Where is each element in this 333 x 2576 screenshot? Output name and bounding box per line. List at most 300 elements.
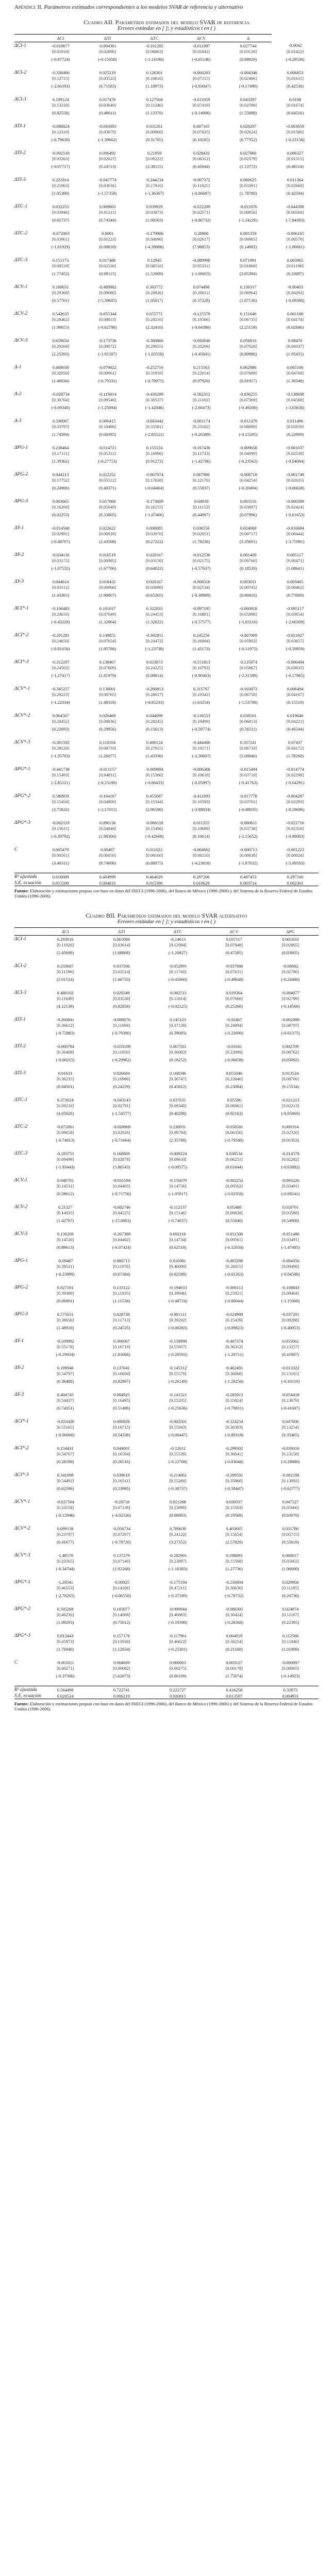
- row-label-blank: [14, 1330, 37, 1337]
- se-cell: [37, 330, 84, 337]
- table-row: [14, 82, 319, 89]
- coef-cell: (-3.75991): [286, 538, 305, 544]
- table-row: [14, 745, 319, 752]
- se-cell: [0.02799]: [281, 996, 299, 1001]
- se-cell: [0.11246]: [146, 103, 163, 108]
- coef-cell: (1.06000): [281, 1566, 299, 1571]
- row-label: S.E. ecuación: [14, 1693, 41, 1699]
- row-label: [14, 163, 37, 169]
- se-cell: [206, 1250, 262, 1257]
- row-label-blank: [14, 504, 37, 511]
- coef-cell: (0.31705): [145, 137, 163, 142]
- table-row: [14, 149, 319, 156]
- se-cell: [0.16719]: [113, 1344, 130, 1349]
- row-label-blank: [14, 651, 37, 658]
- table-row: [14, 1056, 319, 1062]
- coef-cell: (0.28012): [56, 1191, 74, 1196]
- se-cell: [0.03491]: [281, 1183, 299, 1189]
- coef-cell: (0.18252): [169, 1057, 187, 1062]
- se-cell: [178, 651, 225, 658]
- coef-cell: -0.060818: [239, 605, 257, 611]
- se-cell: [0.30537]: [145, 397, 163, 402]
- se-cell: [93, 1330, 149, 1337]
- coef-cell: (1.95435): [286, 351, 304, 357]
- coef-cell: (-0.72883): [56, 1030, 75, 1036]
- coef-cell: (0.15613): [145, 726, 163, 732]
- coef-cell: 0.002709: [282, 1043, 299, 1049]
- row-label-blank: [14, 812, 37, 819]
- se-cell: [272, 598, 319, 605]
- coef-cell: -0.104167: [98, 793, 116, 799]
- table-row: [14, 1659, 319, 1665]
- coef-cell: (-0.95233): [145, 699, 164, 705]
- coef-cell: -0.014568: [52, 525, 70, 531]
- se-cell: [0.23558]: [56, 1505, 74, 1510]
- se-cell: [0.03961]: [52, 236, 70, 242]
- row-label-blank: [14, 1250, 37, 1257]
- table-row: [14, 989, 319, 995]
- coef-cell: (1.05309): [52, 190, 70, 196]
- coef-cell: (0.88929): [239, 56, 257, 62]
- coef-cell: (0.97920): [192, 378, 210, 383]
- se-cell: [0.00566]: [286, 210, 304, 215]
- coef-cell: (1.43336): [145, 753, 163, 758]
- se-cell: [37, 651, 84, 658]
- coef-cell: (-0.00044): [225, 1298, 244, 1303]
- coef-cell: 0.017486: [99, 257, 116, 263]
- row-label: [14, 1512, 37, 1518]
- row-label-blank: [14, 1036, 37, 1043]
- se-cell: [0.11978]: [113, 1264, 130, 1269]
- se-cell: [225, 115, 272, 123]
- row-label-blank: [14, 1089, 37, 1096]
- se-cell: [131, 330, 178, 337]
- coef-cell: 0.0108: [289, 96, 302, 102]
- coef-cell: (0.54908): [281, 1217, 299, 1223]
- coef-cell: 0.655771: [146, 311, 163, 316]
- se-cell: [0.05049]: [98, 504, 116, 510]
- table-row: [14, 169, 319, 176]
- row-label-blank: [14, 316, 37, 324]
- coef-cell: (1.52009): [145, 270, 163, 276]
- se-cell: [0.09072]: [98, 344, 116, 349]
- row-label: [14, 109, 37, 115]
- coef-cell: (0.55837): [192, 485, 210, 490]
- table-row: [14, 1571, 319, 1579]
- table-row: [14, 190, 319, 196]
- table-row: [14, 1552, 319, 1558]
- coef-cell: -0.072061: [56, 1124, 74, 1129]
- coef-cell: (0.27222): [145, 538, 163, 544]
- coef-cell: 0.373024: [57, 1097, 74, 1103]
- row-label: ΔTI-2: [14, 150, 26, 156]
- coef-cell: 0.233687: [57, 963, 74, 969]
- appendix-title: Parámetros estimados correspondientes a los modelos SVAR de referencia y alternativo: [44, 4, 243, 10]
- coef-cell: 0.019364: [226, 990, 243, 995]
- se-cell: [149, 982, 206, 989]
- se-cell: [93, 1062, 149, 1070]
- coef-cell: (-4.23818): [192, 860, 211, 866]
- se-cell: [37, 955, 93, 962]
- se-cell: [149, 1491, 206, 1498]
- se-cell: [0.26015]: [225, 1264, 243, 1269]
- se-cell: [0.39202]: [169, 1317, 187, 1323]
- se-cell: [178, 276, 225, 283]
- coef-cell: (0.65265): [145, 592, 163, 598]
- se-cell: [131, 839, 178, 846]
- table-row: [14, 1525, 319, 1531]
- coef-cell: (0.33097): [286, 270, 304, 276]
- coef-cell: 0.022252: [99, 471, 116, 477]
- se-cell: [225, 62, 272, 69]
- coef-cell: (1.13376): [145, 110, 163, 115]
- coef-cell: 0.015396: [131, 879, 178, 886]
- se-cell: [206, 1062, 262, 1070]
- coef-cell: 0.813443: [57, 1633, 74, 1638]
- se-cell: [84, 812, 131, 819]
- coef-cell: 0.404745: [57, 1392, 74, 1397]
- coef-cell: -0.441738: [52, 766, 70, 772]
- se-cell: [84, 705, 131, 712]
- se-cell: [0.03614]: [113, 942, 130, 947]
- se-cell: [84, 303, 131, 310]
- coef-cell: -0.002518: [52, 150, 70, 156]
- coef-cell: 0.05488: [227, 1204, 241, 1210]
- se-cell: [0.02617]: [192, 236, 210, 242]
- coef-cell: 0.028738: [113, 1311, 130, 1317]
- coef-cell: 0.133122: [113, 1284, 130, 1290]
- coef-cell: (-0.95860): [281, 1110, 300, 1116]
- row-label: ΔPG-3: [14, 498, 28, 504]
- se-cell: [93, 1679, 149, 1686]
- se-cell: [0.04525]: [113, 1210, 130, 1215]
- table-row: [14, 297, 319, 303]
- se-cell: [93, 1143, 149, 1150]
- se-cell: [225, 383, 272, 391]
- se-cell: [0.11046]: [281, 1639, 299, 1644]
- coef-cell: 0.013507: [206, 1692, 262, 1699]
- se-cell: [0.07419]: [192, 103, 210, 108]
- coef-cell: -0.006494: [286, 659, 304, 665]
- row-label: ΔCV*-1: [14, 686, 30, 691]
- se-cell: [272, 142, 319, 149]
- se-cell: [0.02320]: [281, 1130, 299, 1135]
- se-cell: [0.23897]: [169, 1558, 187, 1564]
- se-cell: [0.01910]: [52, 49, 70, 54]
- se-cell: [272, 330, 319, 337]
- coef-cell: (-1.03116): [239, 619, 258, 624]
- coef-cell: 0.221814: [52, 177, 69, 182]
- se-cell: [84, 651, 131, 658]
- se-cell: [0.05903]: [239, 638, 257, 643]
- se-cell: [206, 1357, 262, 1364]
- table-row: [14, 1692, 319, 1699]
- se-cell: [149, 1518, 206, 1525]
- se-cell: [0.03738]: [239, 826, 257, 831]
- se-cell: [0.01315]: [286, 156, 304, 161]
- coef-cell: -0.050581: [225, 1124, 243, 1129]
- coef-cell: 0.130208: [57, 1231, 74, 1236]
- se-cell: [149, 1652, 206, 1659]
- se-cell: [0.00985]: [98, 558, 116, 563]
- se-cell: [0.07631]: [225, 969, 243, 974]
- se-cell: [0.55943]: [169, 1425, 187, 1430]
- table-row: [14, 303, 319, 310]
- se-cell: [0.39389]: [56, 1291, 74, 1296]
- row-label-blank: [14, 544, 37, 551]
- coef-cell: 0.031786: [282, 1526, 299, 1531]
- se-cell: [37, 1223, 93, 1230]
- se-cell: [0.03079]: [98, 129, 116, 134]
- coef-cell: -0.103873: [239, 686, 257, 691]
- table-row: [14, 766, 319, 772]
- coef-cell: (-7.84393): [286, 217, 305, 223]
- se-cell: [84, 839, 131, 846]
- row-label-blank: [14, 1411, 37, 1418]
- se-cell: [0.12310]: [52, 129, 70, 134]
- column-header: ΔCV: [206, 928, 262, 936]
- se-cell: [272, 62, 319, 69]
- se-cell: [37, 142, 84, 149]
- se-cell: [272, 437, 319, 444]
- table-row: [14, 605, 319, 611]
- table-row: [14, 276, 319, 283]
- se-cell: [149, 1679, 206, 1686]
- coef-cell: (-0.97724): [51, 56, 70, 62]
- coef-cell: -0.062119: [52, 820, 70, 825]
- coef-cell: -0.101205: [145, 43, 163, 48]
- se-cell: [37, 1036, 93, 1043]
- row-label-blank: [14, 1612, 37, 1619]
- se-cell: [0.35824]: [225, 1398, 243, 1403]
- coef-cell: 0.337241: [240, 739, 257, 745]
- row-label: [14, 565, 37, 571]
- se-cell: [262, 1518, 319, 1525]
- se-cell: [0.02896]: [98, 49, 116, 54]
- se-cell: [0.00160]: [145, 853, 163, 858]
- se-cell: [93, 1491, 149, 1498]
- coef-cell: 0.101017: [99, 605, 116, 611]
- coef-cell: -0.138698: [286, 391, 304, 397]
- se-cell: [131, 89, 178, 96]
- coef-cell: 0.230931: [170, 1124, 186, 1129]
- row-label: [14, 1083, 37, 1089]
- se-cell: [272, 357, 319, 364]
- se-cell: [262, 1277, 319, 1284]
- se-cell: [37, 1411, 93, 1418]
- coef-cell: -0.051486: [281, 1231, 299, 1236]
- row-label: [14, 1244, 37, 1250]
- se-cell: [149, 1143, 206, 1150]
- coef-cell: (-2.85121): [51, 779, 70, 785]
- row-label-blank: [14, 1236, 37, 1244]
- se-cell: [0.07138]: [113, 1505, 130, 1510]
- table-row: [14, 879, 319, 886]
- table-row: [14, 1003, 319, 1009]
- coef-cell: 0.038534: [226, 1150, 243, 1156]
- coef-cell: -0.097195: [192, 605, 210, 611]
- se-cell: [178, 839, 225, 846]
- se-cell: [262, 1303, 319, 1311]
- se-cell: [131, 196, 178, 203]
- coef-cell: (-0.86732): [192, 217, 211, 223]
- row-label: [14, 1110, 37, 1116]
- coef-cell: (0.57761): [52, 297, 70, 303]
- row-label: ΔY-3: [14, 1392, 24, 1397]
- se-cell: [0.07028]: [239, 344, 257, 349]
- row-label: ΔCI*-2: [14, 632, 29, 638]
- table-row: [14, 397, 319, 404]
- table-row: [14, 236, 319, 243]
- se-cell: [0.00275]: [169, 1666, 187, 1671]
- se-cell: [0.06733]: [239, 745, 257, 751]
- table-row: [14, 48, 319, 56]
- se-cell: [0.55178]: [56, 1344, 74, 1349]
- coef-cell: 0.000003: [170, 1659, 186, 1665]
- coef-cell: (-0.09390): [286, 297, 305, 303]
- coef-cell: (0.74344): [98, 217, 116, 223]
- se-cell: [37, 1357, 93, 1364]
- table-b-caption: Cuadro BII. Parámetros estimados del modelo SVAR alternativo: [86, 912, 247, 919]
- se-cell: [37, 1652, 93, 1659]
- table-row: [14, 1598, 319, 1605]
- se-cell: [0.08797]: [281, 1023, 299, 1028]
- table-row: [14, 343, 319, 350]
- se-cell: [262, 1437, 319, 1445]
- table-row: [14, 1351, 319, 1357]
- coef-cell: (-0.10119): [281, 1378, 300, 1384]
- se-cell: [178, 732, 225, 739]
- table-row: [14, 1364, 319, 1370]
- se-cell: [178, 330, 225, 337]
- coef-cell: -0.489962: [98, 284, 116, 290]
- coef-cell: -0.173736: [98, 337, 116, 343]
- row-label-blank: [14, 1022, 37, 1029]
- coef-cell: 0.00487: [100, 846, 115, 852]
- table-row: [14, 571, 319, 578]
- coef-cell: (1.48910): [56, 1325, 74, 1330]
- se-cell: [272, 839, 319, 846]
- table-row: [14, 524, 319, 531]
- coef-cell: -0.044398: [286, 204, 304, 209]
- row-label: ΔPG*-2: [14, 793, 30, 799]
- table-row: [14, 1411, 319, 1418]
- table-row: [14, 1464, 319, 1471]
- table-header-row: [14, 928, 319, 936]
- row-label-blank: [14, 48, 37, 56]
- row-label: [14, 1029, 37, 1036]
- se-cell: [93, 1089, 149, 1096]
- coef-cell: (-0.15285): [239, 431, 258, 437]
- coef-cell: (-0.09823): [225, 1325, 244, 1330]
- coef-cell: -0.411893: [192, 793, 210, 799]
- se-cell: [206, 1679, 262, 1686]
- coef-cell: (-0.71756): [112, 1191, 131, 1196]
- table-row: [14, 718, 319, 725]
- coef-cell: (0.40416): [239, 592, 257, 598]
- coef-cell: (0.19569): [225, 1512, 243, 1518]
- se-cell: [178, 62, 225, 69]
- coef-cell: 0.137641: [113, 1365, 130, 1370]
- coef-cell: 0.090826: [113, 1418, 130, 1424]
- se-cell: [0.24472]: [145, 638, 163, 643]
- table-row: [14, 949, 319, 955]
- se-cell: [37, 1062, 93, 1070]
- table-row: [14, 1089, 319, 1096]
- coef-cell: -0.008718: [239, 471, 257, 477]
- row-label-blank: [14, 129, 37, 136]
- table-row: [14, 1357, 319, 1364]
- se-cell: [0.12176]: [192, 478, 210, 483]
- coef-cell: (-0.05997): [192, 779, 211, 785]
- table-row: [14, 1652, 319, 1659]
- coef-cell: (2.96590): [145, 806, 163, 812]
- se-cell: [0.07654]: [98, 638, 116, 643]
- se-cell: [225, 571, 272, 578]
- table-row: [14, 1431, 319, 1437]
- table-row: [14, 216, 319, 223]
- se-cell: [0.04254]: [239, 478, 257, 483]
- se-cell: [37, 1598, 93, 1605]
- se-cell: [272, 544, 319, 551]
- row-label-blank: [14, 1370, 37, 1378]
- coef-cell: -0.004662: [192, 846, 210, 852]
- row-label-blank: [14, 825, 37, 833]
- coef-cell: -0.214061: [169, 1472, 187, 1478]
- coef-cell: 0.084925: [113, 1392, 130, 1397]
- se-cell: [262, 1009, 319, 1016]
- coef-cell: (0.45812): [169, 1083, 187, 1089]
- coef-cell: (1.46034): [52, 378, 70, 383]
- coef-cell: 0.109124: [52, 96, 69, 102]
- coef-cell: 0.017068: [99, 498, 116, 504]
- table-row: [14, 1579, 319, 1585]
- se-cell: [0.04568]: [286, 397, 304, 402]
- row-label-blank: [14, 1223, 37, 1230]
- row-label-blank: [14, 370, 37, 377]
- row-label-blank: [14, 423, 37, 431]
- coef-cell: (0.07996): [239, 512, 257, 517]
- se-cell: [0.14531]: [56, 1183, 74, 1189]
- coef-cell: 0.303772: [146, 284, 163, 290]
- se-cell: [93, 1223, 149, 1230]
- se-cell: [0.46883]: [169, 1612, 187, 1617]
- se-cell: [0.28926]: [145, 290, 163, 295]
- se-cell: [37, 437, 84, 444]
- se-cell: [0.11025]: [193, 183, 210, 188]
- se-cell: [93, 1411, 149, 1418]
- se-cell: [0.09080]: [98, 290, 116, 295]
- se-cell: [0.08516]: [145, 263, 163, 268]
- se-cell: [0.23182]: [192, 424, 210, 429]
- table-row: [14, 142, 319, 149]
- se-cell: [0.09222]: [145, 156, 163, 161]
- se-cell: [0.17638]: [145, 478, 163, 483]
- coef-cell: (0.40371): [98, 485, 116, 490]
- se-cell: [0.02486]: [239, 76, 257, 81]
- header-blank-cell: [14, 928, 37, 936]
- coef-cell: -0.266813: [145, 686, 163, 691]
- table-row: [14, 658, 319, 665]
- table-row: [14, 1183, 319, 1190]
- coef-cell: 0.036556: [193, 525, 210, 531]
- se-cell: [0.08863]: [145, 49, 163, 54]
- coef-cell: (-1.87632): [239, 860, 258, 866]
- row-label: ΔCV-1: [14, 284, 28, 290]
- coef-cell: (-1.93443): [56, 1164, 75, 1170]
- se-cell: [0.20209]: [192, 344, 210, 349]
- coef-cell: (-1.69455): [192, 270, 211, 276]
